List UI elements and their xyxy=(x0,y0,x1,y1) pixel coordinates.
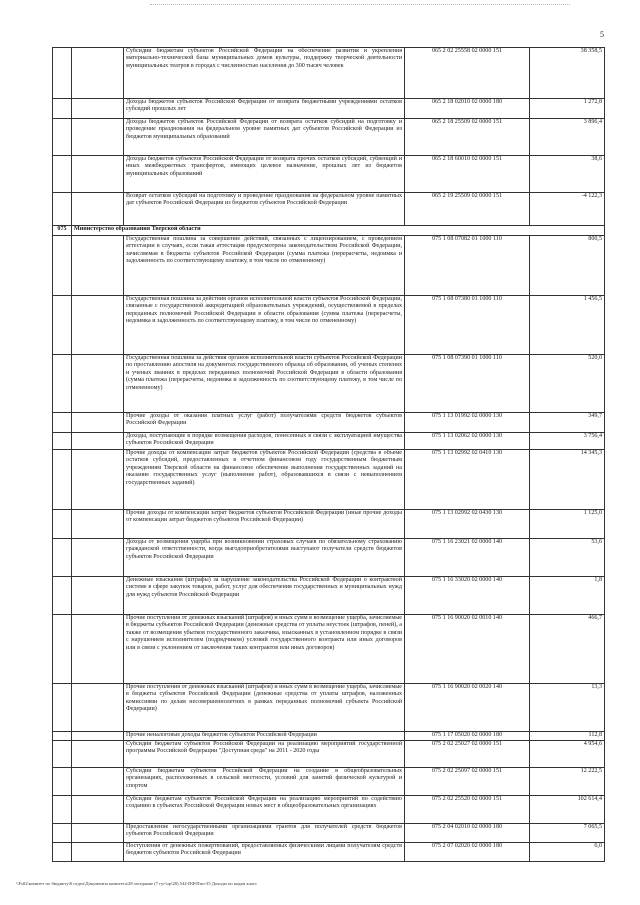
amount-cell: 12 222,5 xyxy=(530,768,605,796)
revenue-name-cell: Субсидии бюджетам субъектов Российской Федерации на создание в общеобразовательных организациях, расположенных в сельской местности, условий для занятий физической культурой и спортом xyxy=(124,768,405,796)
table-row xyxy=(53,741,605,768)
amount-cell: 13,3 xyxy=(530,684,605,732)
budget-code-cell: 075 1 16 23021 02 0000 140 xyxy=(405,539,530,577)
revenue-name-cell: Доходы бюджетов субъектов Российской Федерации от возврата прочих остатков субсидий, субвенций и иных межбюджетных трансфертов, имеющих целевое назначение, прошлых лет из бюджетов муниципальных образований xyxy=(124,156,405,193)
revenue-name-cell: Предоставление негосударственными организациями грантов для получателей средств бюджетов субъектов Российской Федерации xyxy=(124,824,405,843)
blank-cell xyxy=(72,684,124,732)
table-row xyxy=(53,824,605,843)
blank-cell xyxy=(72,48,124,99)
revenue-name-cell: Государственная пошлина за действия органов исполнительной власти субъектов Российской Федерации, связанные с государственной аккредитацией образовательных учреждений, осуществляемой в пределах переданных полномочий Российской Федерации в области образования (сумма платежа (перерасчеты, недоимка и задолженность по соответствующему платежу, в том числе по отмененному) xyxy=(124,296,405,355)
amount-cell: 1 272,8 xyxy=(530,99,605,119)
revenue-name-cell: Субсидии бюджетам субъектов Российской Федерации на обеспечение развития и укрепления материально-технической базы муниципальных домов культуры, поддержку творческой деятельности муниципальных театров в городах с численностью населения до 300 тысяч человек xyxy=(124,48,405,99)
revenue-table xyxy=(52,47,605,862)
table-row xyxy=(53,577,605,615)
table-row xyxy=(53,615,605,684)
blank-cell xyxy=(72,99,124,119)
revenue-name-cell: Доходы, поступающие в порядке возмещения расходов, понесенных в связи с эксплуатацией имущества субъектов Российской Федерации xyxy=(124,433,405,450)
amount-cell: -4 122,3 xyxy=(530,193,605,226)
admin-code-cell xyxy=(53,433,72,450)
amount-cell: 14 345,3 xyxy=(530,450,605,510)
admin-code-cell xyxy=(53,119,72,156)
budget-code-cell: 075 1 16 90020 02 0010 140 xyxy=(405,615,530,684)
budget-code-cell: 065 2 02 25558 02 0000 151 xyxy=(405,48,530,99)
blank-cell xyxy=(72,510,124,539)
revenue-name-cell: Возврат остатков субсидий на подготовку и проведение празднования на федеральном уровне памятных дат субъектов Российской Федерации из бюджетов субъектов Российской Федерации xyxy=(124,193,405,226)
page-number: 5 xyxy=(600,30,604,39)
budget-code-cell: 075 1 16 90020 02 0020 140 xyxy=(405,684,530,732)
blank-cell xyxy=(72,236,124,296)
admin-code-cell xyxy=(53,99,72,119)
amount-cell: 349,7 xyxy=(530,413,605,433)
table-row xyxy=(53,413,605,433)
table-row xyxy=(53,236,605,296)
revenue-name-cell: Доходы бюджетов субъектов Российской Федерации от возврата бюджетными учреждениями остатков субсидий прошлых лет xyxy=(124,99,405,119)
admin-code-cell xyxy=(53,539,72,577)
amount-cell: 3 756,4 xyxy=(530,433,605,450)
admin-code-cell xyxy=(53,450,72,510)
amount-cell: 520,0 xyxy=(530,355,605,413)
revenue-name-cell: Доходы от возмещения ущерба при возникновении страховых случаев по обязательному страхованию гражданской ответственности, когда выгодоприобретателями выступают получатели средств бюджетов субъектов Российской Федерации xyxy=(124,539,405,577)
revenue-name-cell: Поступления от денежных пожертвований, предоставляемых физическими лицами получателям средств бюджетов субъектов Российской Федерации xyxy=(124,843,405,862)
amount-cell: 102 614,4 xyxy=(530,796,605,824)
blank-cell xyxy=(72,796,124,824)
amount-cell: 466,7 xyxy=(530,615,605,684)
admin-code-cell xyxy=(53,236,72,296)
revenue-name-cell: Прочие доходы от компенсации затрат бюджетов субъектов Российской Федерации (иные прочие доходы от компенсации затрат бюджетов субъектов Российской Федерации) xyxy=(124,510,405,539)
amount-cell: 38,6 xyxy=(530,156,605,193)
revenue-name-cell: Государственная пошлина за совершение действий, связанных с лицензированием, с проведением аттестации в случаях, если такая аттестация предусмотрена законодательством Российской Федерации, зачисляемая в бюджеты субъектов Российской Федерации (сумма платежа (перерасчеты, недоимка и задолженность по соответствующему платежу, в том числе по отмененному) xyxy=(124,236,405,296)
revenue-name-cell: Денежные взыскания (штрафы) за нарушение законодательства Российской Федерации о контрактной системе в сфере закупок товаров, работ, услуг для обеспечения государственных и муниципальных нужд для нужд субъектов Российской Федерации xyxy=(124,577,405,615)
budget-code-cell: 075 2 07 02020 02 0000 180 xyxy=(405,843,530,862)
admin-code-cell xyxy=(53,510,72,539)
admin-code-cell xyxy=(53,768,72,796)
budget-code-cell: 075 1 08 07380 01 1000 110 xyxy=(405,296,530,355)
blank-cell xyxy=(72,119,124,156)
admin-code-cell xyxy=(53,615,72,684)
blank-cell xyxy=(72,539,124,577)
blank-cell xyxy=(72,843,124,862)
blank-cell xyxy=(72,768,124,796)
revenue-name-cell: Прочие доходы от оказания платных услуг (работ) получателями средств бюджетов субъектов Российской Федерации xyxy=(124,413,405,433)
table-row xyxy=(53,193,605,226)
footer-file-path: \\Fs02\комитет по бюджету\6 отдел\Документы комитета\28 заседание (7 гуг\ор\28) 542-ПФ\Ппп-35 Доходы по кодам класс xyxy=(16,881,258,886)
table-row xyxy=(53,99,605,119)
blank-cell xyxy=(72,433,124,450)
amount-cell: 800,5 xyxy=(530,236,605,296)
blank-cell xyxy=(72,577,124,615)
table-row xyxy=(53,355,605,413)
budget-code-cell: 075 1 13 02992 02 0430 130 xyxy=(405,510,530,539)
blank-cell xyxy=(72,355,124,413)
blank-cell xyxy=(72,413,124,433)
budget-code-cell: 075 2 02 25097 02 0000 151 xyxy=(405,768,530,796)
budget-code-cell: 065 2 18 60010 02 0000 151 xyxy=(405,156,530,193)
admin-code-cell xyxy=(53,843,72,862)
scan-top-edge xyxy=(150,4,570,6)
amount-cell: 6,0 xyxy=(530,843,605,862)
table-row xyxy=(53,433,605,450)
revenue-name-cell: Прочие поступления от денежных взысканий (штрафов) и иных сумм в возмещение ущерба, зачисляемые в бюджеты субъектов Российской Федерации (денежные средства от уплаты штрафов, наложенных комиссиями по делам несовершеннолетних в рамках переданных полномочий субъекта Российской Федерации) xyxy=(124,684,405,732)
blank-cell xyxy=(72,615,124,684)
admin-code-cell xyxy=(53,732,72,741)
table-row xyxy=(53,119,605,156)
amount-cell: 1,8 xyxy=(530,577,605,615)
blank-cell xyxy=(72,741,124,768)
admin-code-cell xyxy=(53,413,72,433)
blank-cell xyxy=(72,296,124,355)
budget-code-cell: 075 1 13 02992 02 0410 130 xyxy=(405,450,530,510)
admin-code-cell xyxy=(53,296,72,355)
table-row xyxy=(53,510,605,539)
budget-code-cell: 075 1 13 02062 02 0000 130 xyxy=(405,433,530,450)
revenue-name-cell: Министерство образования Тверской области xyxy=(72,226,605,236)
revenue-name-cell: Прочие неналоговые доходы бюджетов субъектов Российской Федерации xyxy=(124,732,405,741)
admin-code-cell xyxy=(53,156,72,193)
admin-code-cell xyxy=(53,355,72,413)
budget-code-cell: 075 2 02 25027 02 0000 151 xyxy=(405,741,530,768)
budget-code-cell: 065 2 18 02010 02 0000 180 xyxy=(405,99,530,119)
budget-code-cell: 065 2 19 25509 02 0000 151 xyxy=(405,193,530,226)
admin-code-cell xyxy=(53,796,72,824)
table-row xyxy=(53,450,605,510)
table-row xyxy=(53,539,605,577)
amount-cell: 1 125,0 xyxy=(530,510,605,539)
blank-cell xyxy=(72,450,124,510)
revenue-name-cell: Прочие доходы от компенсации затрат бюджетов субъектов Российской Федерации (средства в объеме остатков субсидий, предоставленных в отчетном финансовом году государственным бюджетным учреждениям Тверской области на финансовое обеспечение выполнения государственных заданий на оказание государственных услуг (выполнение работ), образовавшихся в связи с невыполнением государственных заданий) xyxy=(124,450,405,510)
table-row xyxy=(53,796,605,824)
table-row xyxy=(53,156,605,193)
budget-code-cell: 065 2 18 25509 02 0000 151 xyxy=(405,119,530,156)
revenue-name-cell: Прочие поступления от денежных взысканий (штрафов) и иных сумм в возмещение ущерба, зачисляемые в бюджеты субъектов Российской Федерации (денежные средства от уплаты неустоек (штрафов, пеней), а также от возмещения убытков государственного заказчика, взысканных в установленном порядке в связи с нарушением исполнителем (подрядчиком) условий государственного контракта или иных договоров или в связи с уклонением от заключения таких контрактов или иных договоров) xyxy=(124,615,405,684)
admin-code-cell xyxy=(53,577,72,615)
table-row xyxy=(53,296,605,355)
blank-cell xyxy=(72,193,124,226)
blank-cell xyxy=(72,824,124,843)
budget-code-cell: 075 1 17 05020 02 0000 180 xyxy=(405,732,530,741)
amount-cell: 38 358,5 xyxy=(530,48,605,99)
table-row xyxy=(53,732,605,741)
revenue-name-cell: Государственная пошлина за действия органов исполнительной власти субъектов Российской Федерации по проставлению апостиля на документах государственного образца об образовании, об ученых степенях и ученых званиях в пределах переданных полномочий Российской Федерации в области образования (сумма платежа (перерасчеты, недоимка и задолженность по соответствующему платежу, в том числе по отмененному) xyxy=(124,355,405,413)
admin-code-cell xyxy=(53,824,72,843)
amount-cell: 7 065,5 xyxy=(530,824,605,843)
budget-code-cell: 075 1 08 07390 01 1000 110 xyxy=(405,355,530,413)
budget-code-cell: 075 1 08 07082 01 1000 110 xyxy=(405,236,530,296)
amount-cell: 1 456,5 xyxy=(530,296,605,355)
table-row xyxy=(53,768,605,796)
blank-cell xyxy=(72,732,124,741)
section-row xyxy=(53,226,605,236)
admin-code-cell xyxy=(53,48,72,99)
admin-code-cell: 075 xyxy=(53,226,72,236)
revenue-name-cell: Субсидии бюджетам субъектов Российской Федерации на реализацию мероприятий государственной программы Российской Федерации "Доступная среда" на 2011 - 2020 годы xyxy=(124,741,405,768)
admin-code-cell xyxy=(53,684,72,732)
admin-code-cell xyxy=(53,193,72,226)
amount-cell: 3 896,4 xyxy=(530,119,605,156)
amount-cell: 112,8 xyxy=(530,732,605,741)
budget-code-cell: 075 2 04 02010 02 0000 180 xyxy=(405,824,530,843)
budget-code-cell: 075 1 16 33020 02 0000 140 xyxy=(405,577,530,615)
budget-code-cell: 075 1 13 01992 02 0000 130 xyxy=(405,413,530,433)
admin-code-cell xyxy=(53,741,72,768)
revenue-name-cell: Доходы бюджетов субъектов Российской Федерации от возврата остатков субсидий на подготовку и проведение празднования на федеральном уровне памятных дат субъектов Российской Федерации из бюджетов муниципальных образований xyxy=(124,119,405,156)
blank-cell xyxy=(72,156,124,193)
revenue-name-cell: Субсидии бюджетам субъектов Российской Федерации на реализацию мероприятий по содействию созданию в субъектах Российской Федерации новых мест в общеобразовательных организациях xyxy=(124,796,405,824)
amount-cell: 4 954,6 xyxy=(530,741,605,768)
table-row xyxy=(53,684,605,732)
amount-cell: 53,6 xyxy=(530,539,605,577)
table-row xyxy=(53,843,605,862)
table-row xyxy=(53,48,605,99)
budget-code-cell: 075 2 02 25520 02 0000 151 xyxy=(405,796,530,824)
